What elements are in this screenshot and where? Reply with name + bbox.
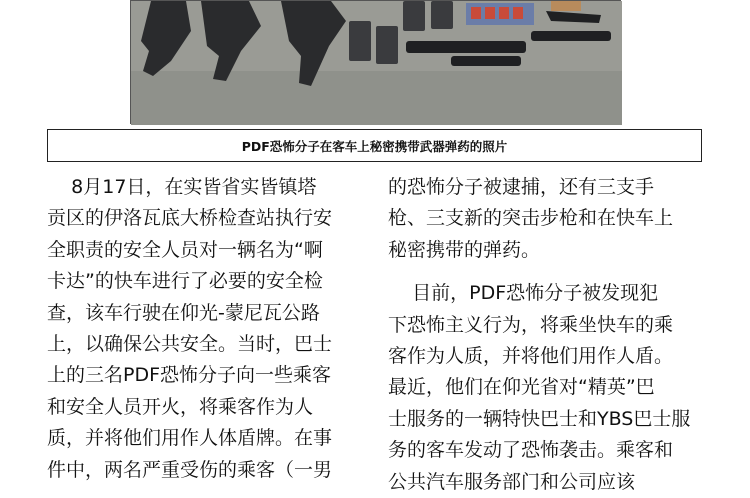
text-line: 公共汽车服务部门和公司应该 xyxy=(388,470,636,493)
paragraph-2 xyxy=(388,278,708,498)
text-line: 士服务的一辆特快巴士和YBS巴士服 xyxy=(388,407,691,430)
text-line: 贡区的伊洛瓦底大桥检查站执行安 xyxy=(47,207,333,230)
text-line: 查，该车行驶在仰光-蒙尼瓦公路 xyxy=(47,301,320,324)
article-column-left xyxy=(47,172,377,486)
weapons-photo xyxy=(130,0,621,124)
text-line: 客作为人质，并将他们用作人盾。 xyxy=(388,345,674,368)
text-line: 枪、三支新的突击步枪和在快车上 xyxy=(388,207,674,230)
text-line: 卡达”的快车进行了必要的安全检 xyxy=(47,270,323,293)
text-line: 秘密携带的弹药。 xyxy=(388,238,541,261)
text-line: 务的客车发动了恐怖袭击。乘客和 xyxy=(388,439,674,462)
photo-caption xyxy=(47,129,702,162)
text-line: 上，以确保公共安全。当时，巴士 xyxy=(47,333,333,356)
article-column-right xyxy=(388,172,708,498)
text-line: 上的三名PDF恐怖分子向一些乘客 xyxy=(47,364,332,387)
photo-caption-text: PDF恐怖分子在客车上秘密携带武器弹药的照片 xyxy=(241,138,508,154)
text-line: 质，并将他们用作人体盾牌。在事 xyxy=(47,427,333,450)
weapons-photo-illustration xyxy=(131,1,622,125)
text-line: 下恐怖主义行为，将乘坐快车的乘 xyxy=(388,313,674,336)
paragraph-continued xyxy=(388,172,708,266)
paragraph-gap xyxy=(388,266,708,278)
text-line: 最近，他们在仰光省对“精英”巴 xyxy=(388,376,655,399)
paragraph-1 xyxy=(47,172,377,486)
text-line: 件中，两名严重受伤的乘客（一男 xyxy=(47,458,333,481)
text-line: 全职责的安全人员对一辆名为“啊 xyxy=(47,238,323,261)
text-line: 目前，PDF恐怖分子被发现犯 xyxy=(388,282,659,305)
text-line: 的恐怖分子被逮捕，还有三支手 xyxy=(388,176,655,198)
text-line: 和安全人员开火，将乘客作为人 xyxy=(47,395,314,418)
text-line: 8月17日，在实皆省实皆镇塔 xyxy=(47,176,317,198)
